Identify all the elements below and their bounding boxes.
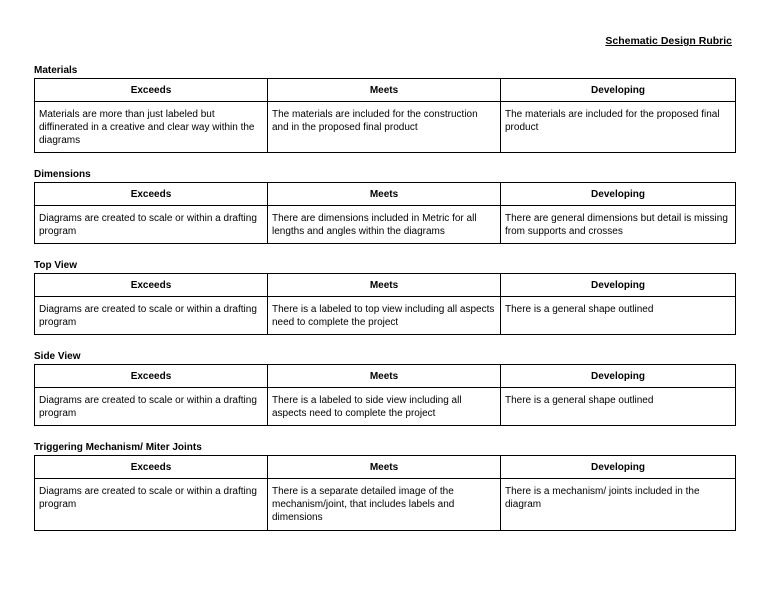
- column-header-developing: Developing: [501, 274, 736, 297]
- cell-exceeds: Materials are more than just labeled but diffinerated in a creative and clear way within the diagrams: [35, 102, 268, 153]
- cell-meets: There is a labeled to top view including all aspects need to complete the project: [268, 297, 501, 335]
- cell-exceeds: Diagrams are created to scale or within a drafting program: [35, 479, 268, 531]
- rubric-table: [34, 364, 736, 426]
- cell-developing: There is a general shape outlined: [501, 388, 736, 426]
- table-row: [35, 206, 736, 244]
- rubric-section-top-view: [34, 258, 735, 335]
- cell-meets: There is a labeled to side view including all aspects need to complete the project: [268, 388, 501, 426]
- cell-exceeds: Diagrams are created to scale or within a drafting program: [35, 206, 268, 244]
- column-header-meets: Meets: [268, 365, 501, 388]
- column-header-exceeds: Exceeds: [35, 274, 268, 297]
- column-header-developing: Developing: [501, 183, 736, 206]
- table-row: [35, 479, 736, 531]
- column-header-developing: Developing: [501, 365, 736, 388]
- cell-developing: There is a mechanism/ joints included in the diagram: [501, 479, 736, 531]
- column-header-developing: Developing: [501, 79, 736, 102]
- cell-meets: There is a separate detailed image of the mechanism/joint, that includes labels and dimensions: [268, 479, 501, 531]
- rubric-section-materials: [34, 63, 735, 153]
- rubric-table: [34, 273, 736, 335]
- document-title: Schematic Design Rubric: [605, 35, 732, 47]
- column-header-developing: Developing: [501, 456, 736, 479]
- cell-exceeds: Diagrams are created to scale or within a drafting program: [35, 297, 268, 335]
- header-row: [35, 183, 736, 206]
- column-header-exceeds: Exceeds: [35, 456, 268, 479]
- header-row: [35, 274, 736, 297]
- header-row: [35, 79, 736, 102]
- header-row: [35, 456, 736, 479]
- section-label: Top View: [34, 260, 77, 271]
- cell-exceeds: Diagrams are created to scale or within a drafting program: [35, 388, 268, 426]
- table-row: [35, 102, 736, 153]
- rubric-table: [34, 182, 736, 244]
- rubric-table: [34, 78, 736, 153]
- table-row: [35, 388, 736, 426]
- rubric-section-triggering-mechanism: [34, 440, 735, 531]
- rubric-section-side-view: [34, 349, 735, 426]
- rubric-section-dimensions: [34, 167, 735, 244]
- header-row: [35, 365, 736, 388]
- section-label: Side View: [34, 351, 81, 362]
- cell-developing: There are general dimensions but detail is missing from supports and crosses: [501, 206, 736, 244]
- rubric-table: [34, 455, 736, 531]
- section-label: Materials: [34, 65, 78, 76]
- cell-meets: There are dimensions included in Metric for all lengths and angles within the diagrams: [268, 206, 501, 244]
- cell-developing: The materials are included for the proposed final product: [501, 102, 736, 153]
- column-header-meets: Meets: [268, 456, 501, 479]
- column-header-meets: Meets: [268, 79, 501, 102]
- column-header-exceeds: Exceeds: [35, 183, 268, 206]
- cell-meets: The materials are included for the construction and in the proposed final product: [268, 102, 501, 153]
- column-header-exceeds: Exceeds: [35, 365, 268, 388]
- column-header-meets: Meets: [268, 274, 501, 297]
- cell-developing: There is a general shape outlined: [501, 297, 736, 335]
- table-row: [35, 297, 736, 335]
- column-header-meets: Meets: [268, 183, 501, 206]
- section-label: Triggering Mechanism/ Miter Joints: [34, 442, 202, 453]
- column-header-exceeds: Exceeds: [35, 79, 268, 102]
- section-label: Dimensions: [34, 169, 91, 180]
